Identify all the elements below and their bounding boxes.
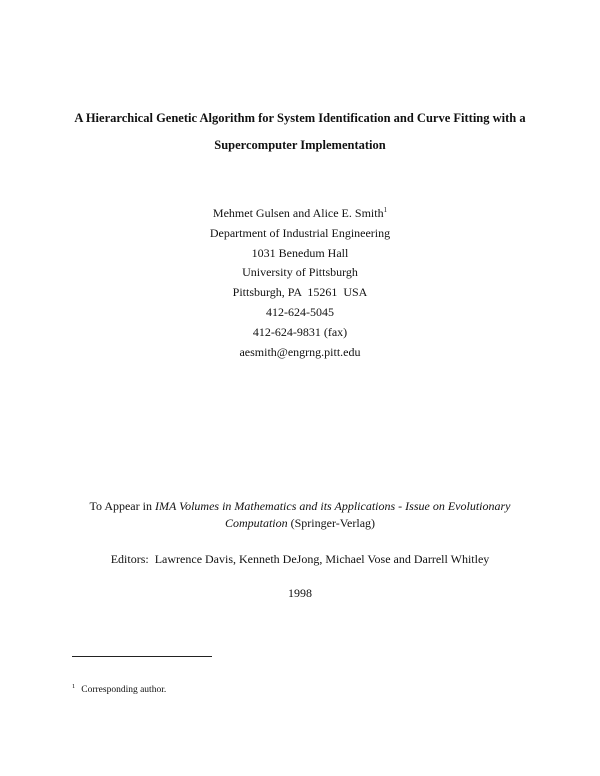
- footnote-divider: [72, 656, 212, 657]
- publication-prefix: To Appear in: [89, 499, 155, 513]
- author-names-line: [0, 204, 600, 224]
- publication-venue: IMA Volumes in Mathematics and its Applications - Issue on Evolutionary Computation: [154, 499, 511, 530]
- author-department: Department of Industrial Engineering: [209, 225, 391, 240]
- footnote: [72, 683, 166, 695]
- author-names: Mehmet Gulsen and Alice E. Smith: [212, 206, 384, 220]
- author-phone: 412-624-5045: [266, 304, 334, 319]
- publication-suffix: (Springer-Verlag): [287, 515, 376, 530]
- author-footnote-marker: 1: [383, 206, 388, 214]
- footnote-marker: 1: [72, 683, 76, 690]
- paper-title-line-1: A Hierarchical Genetic Algorithm for System Identification and Curve Fitting with a: [74, 111, 526, 125]
- author-block: [0, 204, 600, 362]
- publication-year: 1998: [288, 586, 312, 600]
- publication-note: [60, 498, 540, 531]
- author-city: Pittsburgh, PA 15261 USA: [232, 285, 368, 300]
- author-university: University of Pittsburgh: [242, 265, 358, 280]
- author-email: aesmith@engrng.pitt.edu: [239, 344, 361, 359]
- editors-line: Editors: Lawrence Davis, Kenneth DeJong, Michael Vose and Darrell Whitley: [110, 552, 490, 566]
- footnote-text: Corresponding author.: [81, 685, 167, 695]
- author-fax: 412-624-9831 (fax): [252, 324, 348, 339]
- paper-title-line-2: Supercomputer Implementation: [214, 138, 386, 152]
- author-address: 1031 Benedum Hall: [251, 245, 349, 260]
